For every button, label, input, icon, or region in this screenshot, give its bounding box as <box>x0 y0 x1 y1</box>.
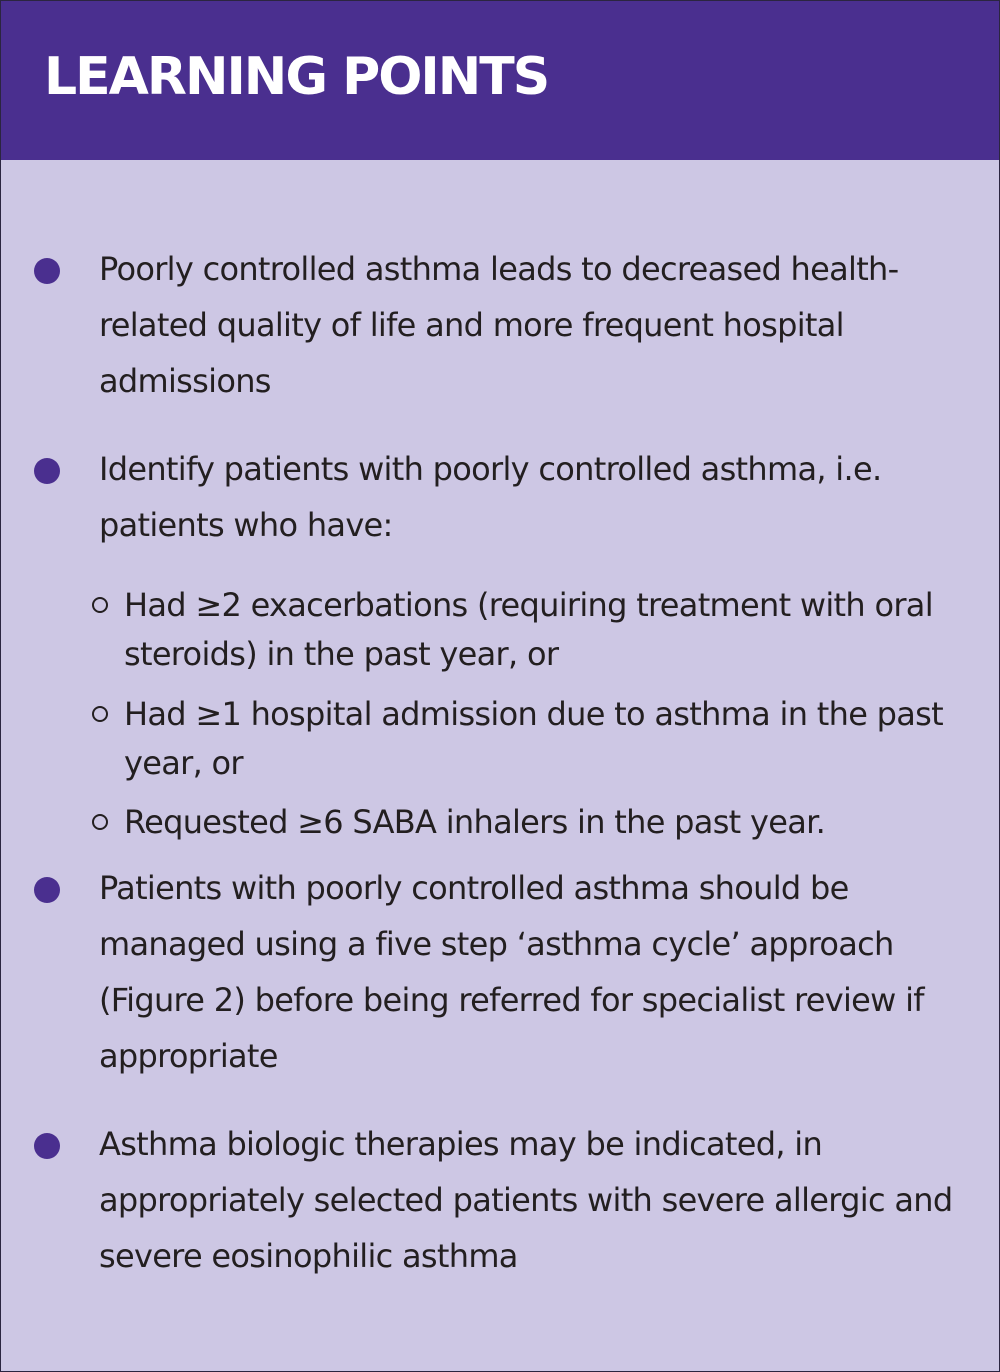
bullet-icon <box>34 258 60 284</box>
sub-bullet-icon <box>92 706 108 722</box>
sub-point: Had ≥1 hospital admission due to asthma in the past year, or <box>124 695 943 782</box>
sub-point: Had ≥2 exacerbations (requiring treatment with oral steroids) in the past year, or <box>124 586 933 673</box>
bullet-icon <box>34 458 60 484</box>
learning-point: Identify patients with poorly controlled asthma, i.e. patients who have: <box>99 450 882 544</box>
bullet-icon <box>34 1133 60 1159</box>
bullet-icon <box>34 877 60 903</box>
box-title: LEARNING POINTS <box>44 47 549 107</box>
sub-bullet-icon <box>92 814 108 830</box>
header-bar <box>1 1 999 160</box>
learning-point: Patients with poorly controlled asthma should be managed using a five step ‘asthma cycle’ approach (Figure 2) before being referred for specialist review if appropriate <box>99 869 924 1075</box>
sub-point: Requested ≥6 SABA inhalers in the past year. <box>124 803 826 841</box>
sub-bullet-icon <box>92 597 108 613</box>
learning-point: Asthma biologic therapies may be indicated, in appropriately selected patients with severe allergic and severe eosinophilic asthma <box>99 1125 953 1275</box>
learning-point: Poorly controlled asthma leads to decreased health-related quality of life and more frequent hospital admissions <box>99 250 899 400</box>
